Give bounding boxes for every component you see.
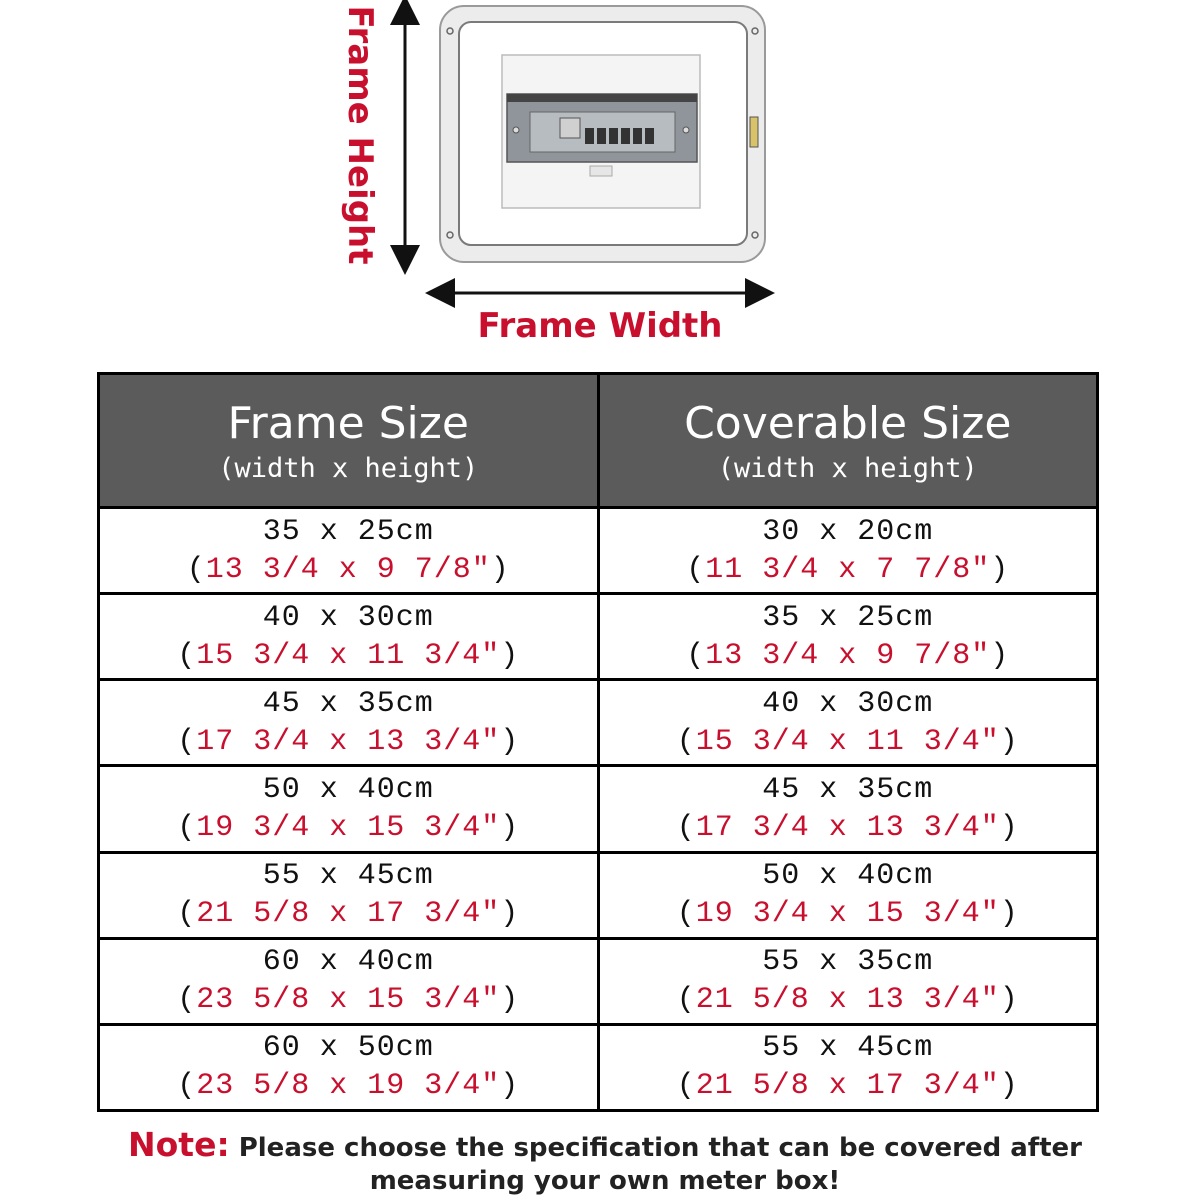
frame-size-cell: 45 x 35cm (17 3/4 x 13 3/4″) (99, 680, 599, 766)
note-text: Please choose the specification that can be covered after measuring your own meter box! (238, 1133, 1082, 1196)
coverable-size-cell: 45 x 35cm (17 3/4 x 13 3/4″) (598, 766, 1098, 852)
cover-inch: 17 3/4 x 13 3/4″ (695, 810, 1000, 845)
frame-cm: 35 x 25cm (262, 514, 434, 549)
coverable-size-cell: 40 x 30cm (15 3/4 x 11 3/4″) (598, 680, 1098, 766)
frame-inch: 23 5/8 x 19 3/4″ (196, 1069, 501, 1104)
table-row (99, 1024, 1098, 1110)
frame-size-cell: 50 x 40cm (19 3/4 x 15 3/4″) (99, 766, 599, 852)
frame-inch: 19 3/4 x 15 3/4″ (196, 810, 501, 845)
frame-size-cell: 40 x 30cm (15 3/4 x 11 3/4″) (99, 594, 599, 680)
table-row (99, 852, 1098, 938)
note-label: Note: (128, 1125, 230, 1164)
frame-cm: 45 x 35cm (262, 686, 434, 721)
coverable-size-cell: 30 x 20cm (11 3/4 x 7 7/8″) (598, 508, 1098, 594)
frame-diagram (0, 0, 1200, 370)
note (80, 1125, 1130, 1198)
frame-height-label: Frame Height (340, 5, 380, 265)
cover-cm: 55 x 45cm (762, 1031, 934, 1066)
cover-cm: 50 x 40cm (762, 859, 934, 894)
table-row (99, 938, 1098, 1024)
coverable-size-cell: 55 x 35cm (21 5/8 x 13 3/4″) (598, 938, 1098, 1024)
cover-inch: 21 5/8 x 13 3/4″ (695, 983, 1000, 1018)
cover-cm: 40 x 30cm (762, 686, 934, 721)
cover-cm: 35 x 25cm (762, 600, 934, 635)
frame-inch: 13 3/4 x 9 7/8″ (205, 552, 491, 587)
frame-inch: 21 5/8 x 17 3/4″ (196, 897, 501, 932)
frame-size-cell: 55 x 45cm (21 5/8 x 17 3/4″) (99, 852, 599, 938)
cover-cm: 30 x 20cm (762, 514, 934, 549)
coverable-size-cell: 35 x 25cm (13 3/4 x 9 7/8″) (598, 594, 1098, 680)
frame-width-label: Frame Width (477, 306, 723, 346)
frame-cm: 50 x 40cm (262, 772, 434, 807)
table-row (99, 680, 1098, 766)
header-title: Coverable Size (684, 397, 1012, 449)
header-subtitle: (width x height) (717, 452, 978, 484)
table-row (99, 766, 1098, 852)
coverable-size-cell: 55 x 45cm (21 5/8 x 17 3/4″) (598, 1024, 1098, 1110)
frame-size-cell: 60 x 50cm (23 5/8 x 19 3/4″) (99, 1024, 599, 1110)
frame-cm: 60 x 50cm (262, 1031, 434, 1066)
header-frame-size (99, 374, 599, 508)
cover-inch: 19 3/4 x 15 3/4″ (695, 897, 1000, 932)
header-coverable-size (598, 374, 1098, 508)
frame-inch: 23 5/8 x 15 3/4″ (196, 983, 501, 1018)
frame-size-cell: 35 x 25cm (13 3/4 x 9 7/8″) (99, 508, 599, 594)
frame-cm: 60 x 40cm (262, 945, 434, 980)
frame-inch: 15 3/4 x 11 3/4″ (196, 638, 501, 673)
header-title: Frame Size (227, 397, 469, 449)
cover-cm: 45 x 35cm (762, 772, 934, 807)
cover-cm: 55 x 35cm (762, 945, 934, 980)
hinge (750, 117, 758, 147)
size-table (97, 372, 1099, 1112)
cover-inch: 11 3/4 x 7 7/8″ (705, 552, 991, 587)
cover-inch: 15 3/4 x 11 3/4″ (695, 724, 1000, 759)
frame-cm: 40 x 30cm (262, 600, 434, 635)
header-subtitle: (width x height) (218, 452, 479, 484)
table-row (99, 508, 1098, 594)
frame-inch: 17 3/4 x 13 3/4″ (196, 724, 501, 759)
cover-inch: 13 3/4 x 9 7/8″ (705, 638, 991, 673)
coverable-size-cell: 50 x 40cm (19 3/4 x 15 3/4″) (598, 852, 1098, 938)
cover-inch: 21 5/8 x 17 3/4″ (695, 1069, 1000, 1104)
frame-cm: 55 x 45cm (262, 859, 434, 894)
frame-size-cell: 60 x 40cm (23 5/8 x 15 3/4″) (99, 938, 599, 1024)
table-row (99, 594, 1098, 680)
